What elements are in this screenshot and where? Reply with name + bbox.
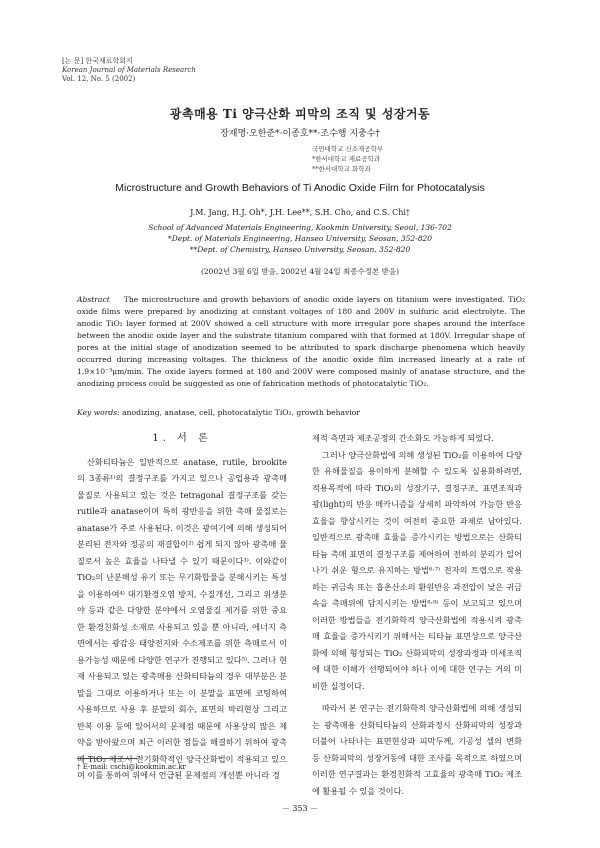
body-paragraph: 따라서 본 연구는 전기화학적 양극산화법에 의해 생성되는 광촉매용 산화티타늄의 산화과정시 산화피막의 성장과 더불어 나타나는 표면현상과 피막두께, 기공성 셀의 변화 등 산화피막의 성장거동에 대한 조사를 목적으로 하였으며 이러한 연구결과는 환경친화적 고효율의 광촉매 TiO₂ 제조에 활용될 수 있을 것이다. (312, 703, 522, 796)
affiliation-ko-2: *한서대학교 재료공학과 (312, 155, 381, 163)
authors-korean: 장재명·오한준*·이종호**·조수행 지충수† (220, 129, 380, 139)
affiliation-ko-1: 국민대학교 신소재공학부 (312, 145, 384, 153)
body-paragraph: 제적 측면과 제조공정의 간소화도 가능하게 되었다. (312, 433, 494, 443)
affiliation-en-2: *Dept. of Materials Engineering, Hanseo University, Seosan, 352-820 (167, 234, 433, 243)
right-column (312, 430, 522, 799)
abstract-text: The microstructure and growth behaviors of anodic oxide layers on titanium were investigated. TiO₂ oxide films were prepared by anodizing at constant voltages of 180 and 200V in sulfuric acid electrolyte. The anodic TiO₂ layer formed at 200V showed a cell structure with more irregular pore shapes around the interface between the anodic oxide layer and the substrate titanium compared with that formed at 180V. Irregular shape of pores at the initial stage of anodization seemed to be attributed to spark discharge phenomena which heavily occurred during increasing voltages. The thickness of the anodic oxide film increased linearly at a rate of 1.9×10⁻³μm/min. The oxide layers formed at 180 and 200V were composed mainly of anatase structure, and the anodizing process could be suggested as one of fabrication methods of photocatalytic TiO₂. (77, 295, 525, 388)
footnote-divider (77, 758, 137, 759)
affiliations-korean (312, 144, 383, 174)
abstract (77, 294, 525, 390)
keywords (77, 408, 525, 417)
abstract-label: Abstract (77, 295, 110, 304)
title-english: Microstructure and Growth Behaviors of Ti Anodic Oxide Film for Photocatalysis (115, 182, 485, 194)
journal-line-korean: [논 문] 한국재료학회지 (62, 57, 133, 65)
footnote-email: † E-mail: cschi@kookmin.ac.kr (77, 763, 186, 771)
affiliation-ko-3: **한서대학교 화학과 (312, 165, 371, 173)
affiliations-english (0, 222, 600, 255)
section-heading-introduction: 1. 서 론 (152, 433, 212, 444)
affiliation-en-1: School of Advanced Materials Engineering, Kookmin University, Seoul, 136-702 (148, 223, 452, 232)
journal-line-english: Korean Journal of Materials Research (62, 66, 196, 74)
journal-header (62, 57, 196, 84)
body-paragraph: 그러나 양극산화법에 의해 생성된 TiO₂를 이용하여 다양한 유해물질을 용이하게 분해할 수 있도록 실용화하려면, 적용목적에 따라 TiO₂의 성장기구, 결정구조, 표면조직과 광(light)의 반응 메카니즘을 상세히 파악하여 가능한 반응효율을 향상시키는 것이 여전히 중요한 과제로 남아있다. 일반적으로 광촉매 효율을 증가시키는 방법으로는 산화티타늄 촉매 표면의 결정구조를 제어하여 전하의 분리가 일어나기 쉬운 형으로 유지하는 방법⁶·⁷⁾ 전자의 트랩으로 작용하는 귀금속 또는 흡촌산소의 환원반응 과전압이 낮은 귀금속을 촉매위에 담지시키는 방법⁸·⁹⁾ 등이 보고되고 있으며 이러한 방법들을 전기화학적 양극산화법에 적용시켜 광촉매 효율을 증가시키기 위해서는 티타늄 표면상으로 양극산화에 의해 형성되는 TiO₂ 산화피막의 성장과정과 미세조직에 대한 이해가 선행되어야 하나 이에 대한 연구는 거의 미비한 실정이다. (312, 449, 522, 691)
body-paragraph: 산화티타늄은 일반적으로 anatase, rutile, brookite의 3종류¹⁾의 결정구조를 가지고 있으나 공업용과 광촉매 물질로 사용되고 있는 것은 tetragonal 결정구조를 갖는 rutile과 anatase이며 특히 광반응을 위한 촉매 물질로는 anatase가 주로 사용된다. 이것은 광여기에 의해 생성되어 분리된 전자와 정공의 재결합이²⁾ 쉽게 되지 않아 광촉매 물질로서 높은 효율을 나타낼 수 있기 때문이다³⁾. 이와같이 TiO₂의 난분해성 유기 또는 무기화합물을 분해시키는 특성을 이용하여⁴⁾ 대기환경오염 방지, 수질개선, 그리고 위생분야 등과 같은 다양한 분야에서 오염물질 제거를 위한 중요한 환경친화성 소재로 사용되고 있을 뿐 아니라, 에너지 측면에서는 광감응 태양전지와 수소제조를 위한 측매로서 이용가능성 때문에 다양한 연구가 진행되고 있다⁵⁾. 그러나 현재 사용되고 있는 광촉매용 산화티타늄의 경우 대부분은 분말을 그대로 이용하거나 또는 이 분말을 표면에 코팅하여 사용하므로 사용 후 분말의 회수, 표면의 박리현상 그리고 반복 이용 등에 있어서의 문제점 때문에 사용상의 많은 제약을 받아왔으며 최근 이러한 점들을 해결하기 위하여 광촉매 TiO₂ 제조시 전기화학적인 양극산화법이 적용되고 있으며 이를 통하여 위에서 언급된 문제점의 개선뿐 아니라 경 (77, 456, 287, 780)
keywords-text: : anodizing, anatase, cell, photocatalytic TiO₂, growth behavior (117, 408, 360, 417)
affiliation-en-3: **Dept. of Chemistry, Hanseo University, Seosan, 352-820 (189, 245, 411, 254)
received-dates: (2002년 3월 6일 받음, 2002년 4월 24일 최종수정본 받음) (200, 267, 399, 276)
authors-english: J.M. Jang, H.J. Oh*, J.H. Lee**, S.H. Cho, and C.S. Chi† (190, 208, 410, 217)
left-column (77, 430, 287, 784)
journal-volume: Vol. 12, No. 5 (2002) (62, 75, 136, 83)
page-number: － 353 － (281, 804, 319, 813)
title-korean: 광촉매용 Ti 양극산화 피막의 조직 및 성장거동 (169, 107, 431, 121)
keywords-label: Key words (77, 408, 118, 417)
